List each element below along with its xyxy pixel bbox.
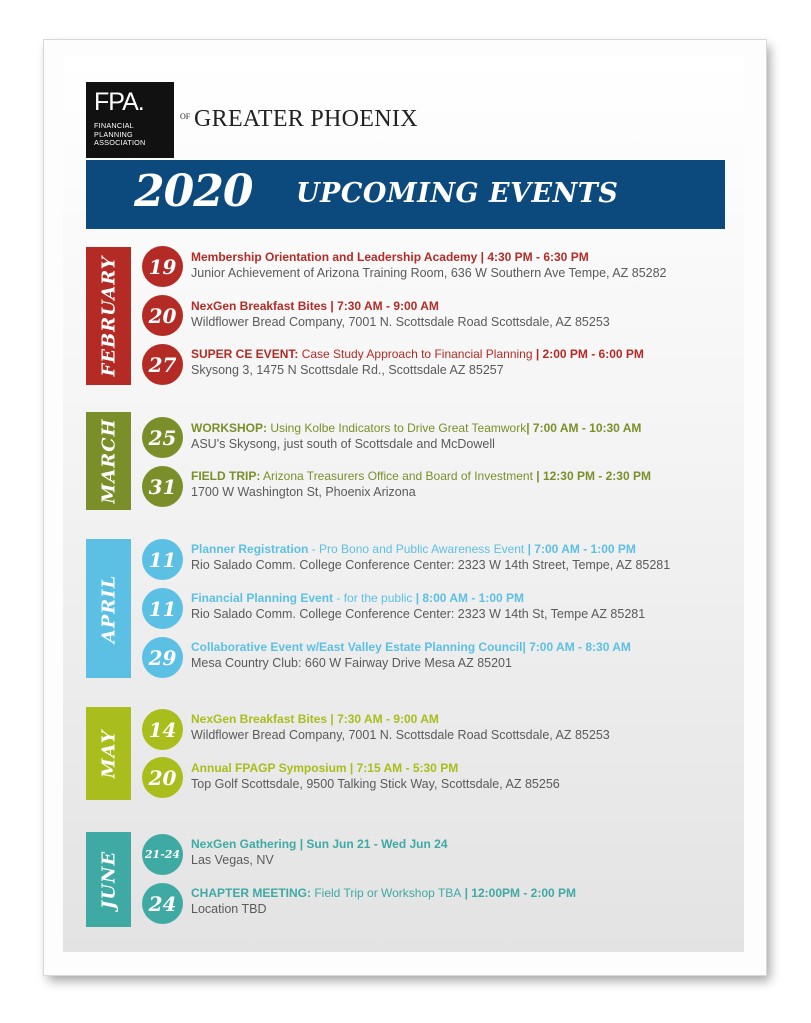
event-item: Planner Registration - Pro Bono and Public Awareness Event | 7:00 AM - 1:00 PM Rio Salado Comm. College Conference Center: 2323 W 14th Street, Tempe, AZ 85281 bbox=[191, 542, 671, 572]
event-title: Membership Orientation and Leadership Academy bbox=[191, 250, 478, 264]
month-label: JUNE bbox=[98, 850, 119, 909]
event-location: Rio Salado Comm. College Conference Center: 2323 W 14th Street, Tempe, AZ 85281 bbox=[191, 558, 671, 572]
event-location: Rio Salado Comm. College Conference Center: 2323 W 14th St, Tempe AZ 85281 bbox=[191, 607, 646, 621]
event-time: | 8:00 AM - 1:00 PM bbox=[412, 591, 525, 605]
month-label: MAY bbox=[98, 729, 119, 778]
day-badge: 29 bbox=[142, 637, 183, 678]
event-location: Location TBD bbox=[191, 902, 267, 916]
banner-title: UPCOMING EVENTS bbox=[296, 178, 619, 209]
event-item bbox=[191, 639, 631, 671]
title-banner bbox=[86, 160, 725, 229]
event-item: FIELD TRIP: Arizona Treasurers Office and Board of Investment | 12:30 PM - 2:30 PM 1700 W Washington St, Phoenix Arizona bbox=[191, 469, 651, 499]
day-badge: 21-24 bbox=[142, 834, 183, 875]
day-badge: 20 bbox=[142, 295, 183, 336]
organization-name: GREATER PHOENIX bbox=[194, 106, 418, 132]
month-bar-march bbox=[86, 412, 131, 510]
event-location: Mesa Country Club: 660 W Fairway Drive Mesa AZ 85201 bbox=[191, 656, 512, 670]
month-bar-may bbox=[86, 707, 131, 800]
event-item bbox=[191, 836, 448, 868]
month-bar-april bbox=[86, 539, 131, 678]
month-label: APRIL bbox=[98, 574, 119, 643]
event-item bbox=[191, 249, 667, 281]
event-item: WORKSHOP: Using Kolbe Indicators to Drive Great Teamwork| 7:00 AM - 10:30 AM ASU's Skysong, just south of Scottsdale and McDowell bbox=[191, 421, 642, 451]
banner-year: 2020 bbox=[134, 166, 253, 217]
event-time: | 7:15 AM - 5:30 PM bbox=[346, 761, 459, 775]
event-title: Financial Planning Event bbox=[191, 591, 334, 605]
logo-of: OF bbox=[180, 112, 191, 121]
event-title: NexGen Breakfast Bites bbox=[191, 712, 328, 726]
event-item bbox=[191, 298, 610, 330]
day-badge: 25 bbox=[142, 417, 183, 458]
event-title: NexGen Breakfast Bites bbox=[191, 299, 328, 313]
event-time: | 2:00 PM - 6:00 PM bbox=[532, 347, 644, 361]
event-time: | 7:00 AM - 10:30 AM bbox=[526, 421, 642, 435]
event-title: FIELD TRIP: bbox=[191, 469, 261, 483]
event-time: | 12:30 PM - 2:30 PM bbox=[532, 469, 651, 483]
month-bar-june bbox=[86, 832, 131, 927]
logo-fpa-text: FPA. bbox=[94, 88, 144, 116]
day-badge: 11 bbox=[142, 588, 183, 629]
event-time: | 12:00PM - 2:00 PM bbox=[461, 886, 577, 900]
event-title: Annual FPAGP Symposium bbox=[191, 761, 347, 775]
event-time: | 4:30 PM - 6:30 PM bbox=[477, 250, 589, 264]
event-item: Financial Planning Event - for the public | 8:00 AM - 1:00 PM Rio Salado Comm. College Conference Center: 2323 W 14th St, Tempe AZ 85281 bbox=[191, 591, 646, 621]
day-badge: 27 bbox=[142, 344, 183, 385]
event-time: | 7:00 AM - 8:30 AM bbox=[522, 640, 631, 654]
event-item: CHAPTER MEETING: Field Trip or Workshop TBA | 12:00PM - 2:00 PM Location TBD bbox=[191, 886, 577, 916]
event-location: ASU's Skysong, just south of Scottsdale and McDowell bbox=[191, 437, 495, 451]
day-badge: 11 bbox=[142, 539, 183, 580]
event-location: Top Golf Scottsdale, 9500 Talking Stick Way, Scottsdale, AZ 85256 bbox=[191, 777, 560, 791]
event-item bbox=[191, 760, 560, 792]
event-title: Planner Registration bbox=[191, 542, 309, 556]
day-badge: 31 bbox=[142, 466, 183, 507]
logo-subtitle: FINANCIAL PLANNING ASSOCIATION bbox=[94, 121, 146, 147]
day-badge: 24 bbox=[142, 883, 183, 924]
event-location: Junior Achievement of Arizona Training Room, 636 W Southern Ave Tempe, AZ 85282 bbox=[191, 266, 667, 280]
day-badge: 20 bbox=[142, 757, 183, 798]
event-time: | 7:00 AM - 1:00 PM bbox=[524, 542, 636, 556]
event-item: SUPER CE EVENT: Case Study Approach to Financial Planning | 2:00 PM - 6:00 PM Skysong 3, 1475 N Scottsdale Rd., Scottsdale AZ 85257 bbox=[191, 347, 644, 377]
event-location: Las Vegas, NV bbox=[191, 853, 274, 867]
day-badge: 14 bbox=[142, 709, 183, 750]
month-label: MARCH bbox=[98, 418, 119, 504]
event-title: SUPER CE EVENT: bbox=[191, 347, 299, 361]
event-location: 1700 W Washington St, Phoenix Arizona bbox=[191, 485, 416, 499]
event-title: CHAPTER MEETING: bbox=[191, 886, 311, 900]
event-title: WORKSHOP: bbox=[191, 421, 267, 435]
event-location: Wildflower Bread Company, 7001 N. Scottsdale Road Scottsdale, AZ 85253 bbox=[191, 728, 610, 742]
fpa-logo bbox=[86, 82, 174, 158]
event-location: Skysong 3, 1475 N Scottsdale Rd., Scottsdale AZ 85257 bbox=[191, 363, 504, 377]
event-time: | 7:30 AM - 9:00 AM bbox=[327, 299, 439, 313]
event-time: | Sun Jun 21 - Wed Jun 24 bbox=[296, 837, 448, 851]
event-title: Collaborative Event w/East Valley Estate Planning Council bbox=[191, 640, 523, 654]
month-label: FEBRUARY bbox=[98, 255, 119, 377]
event-item bbox=[191, 711, 610, 743]
month-bar-february bbox=[86, 247, 131, 385]
day-badge: 19 bbox=[142, 246, 183, 287]
event-title: NexGen Gathering bbox=[191, 837, 297, 851]
event-location: Wildflower Bread Company, 7001 N. Scottsdale Road Scottsdale, AZ 85253 bbox=[191, 315, 610, 329]
event-time: | 7:30 AM - 9:00 AM bbox=[327, 712, 439, 726]
